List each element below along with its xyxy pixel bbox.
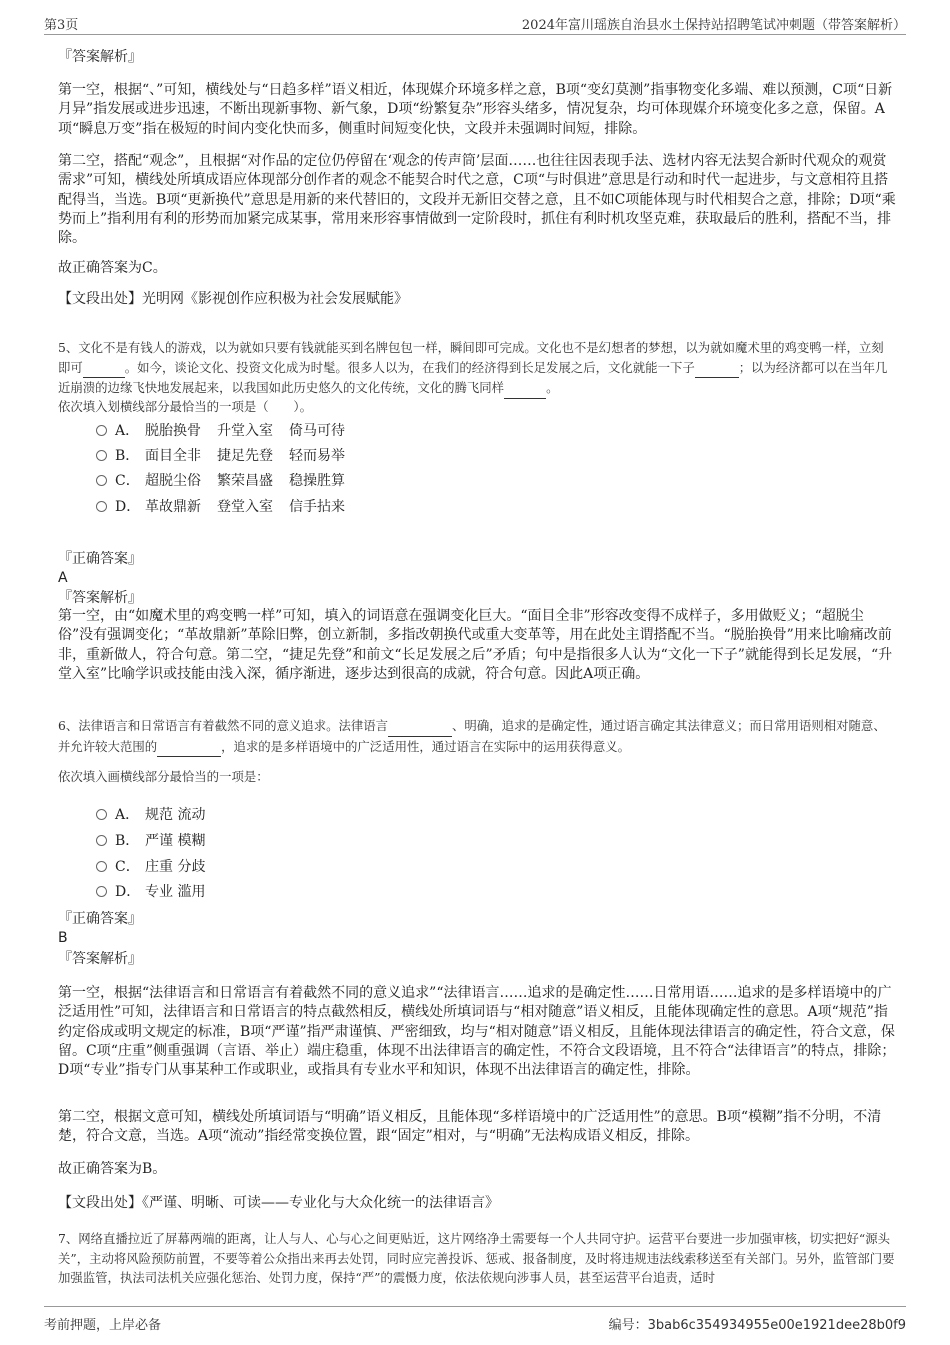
q5-option-a[interactable]: A． 脱胎换骨 升堂入室 倚马可待 (96, 421, 345, 441)
radio-icon[interactable] (96, 475, 107, 486)
q6-source-text: 《严谨、明晰、可读——专业化与大众化统一的法律语言》 (142, 1195, 499, 1211)
radio-icon[interactable] (96, 450, 107, 461)
q4-conclusion: 故正确答案为C。 (58, 260, 167, 276)
page-footer (44, 1306, 906, 1333)
q5-option-d[interactable]: D． 革故鼎新 登堂入室 信手拈来 (96, 497, 345, 517)
radio-icon[interactable] (96, 861, 107, 872)
q6-analysis-para1: 第一空，根据“法律语言和日常语言有着截然不同的意义追求”“法律语言……追求的是确定性……日常用语……追求的是多样语境中的广泛适用性”可知，法律语言和日常语言的特点截然相反，横线处所填词语与“相对随意”语义相反，且能体现确定性的意思。A项“规范”指约定俗成或明文规定的标准，B项“严谨”指严肃谨慎、严密细致，均与“相对随意”语义相反，且能体现法律语言的确定性，符合文意，保留。C项“庄重”侧重强调（言语、举止）端庄稳重，体现不出法律语言的确定性，不符合文段语境，且不符合“法律语言”的特点，排除；D项“专业”指专门从事某种工作或职业，或指具有专业水平和知识，体现不出法律语言的确定性，排除。 (58, 985, 896, 1079)
q5-option-c[interactable]: C． 超脱尘俗 繁荣昌盛 稳操胜算 (96, 471, 345, 491)
header-rule (44, 34, 906, 35)
q6-option-d[interactable]: D． 专业 滥用 (96, 882, 205, 902)
q4-source-text: 光明网《影视创作应积极为社会发展赋能》 (142, 291, 408, 307)
q6-analysis-para2: 第二空，根据文意可知，横线处所填词语与“明确”语义相反，且能体现“多样语境中的广泛适用性”的意思。B项“模糊”指不分明，不清楚，符合文意，当选。A项“流动”指经常变换位置，跟“固定”相对，与“明确”无法构成语义相反，排除。 (58, 1109, 882, 1145)
radio-icon[interactable] (96, 835, 107, 846)
q4-source (58, 290, 896, 309)
q5-analysis-label: 『答案解析』 (58, 590, 142, 606)
q5-option-b[interactable]: B． 面目全非 捷足先登 轻而易举 (96, 446, 345, 466)
q6-option-b[interactable]: B． 严谨 模糊 (96, 831, 205, 851)
q6-option-a[interactable]: A． 规范 流动 (96, 805, 205, 825)
q4-source-label: 【文段出处】 (58, 291, 142, 307)
q5-analysis: 第一空，由“如魔术里的鸡变鸭一样”可知，填入的词语意在强调变化巨大。“面目全非”形容改变得不成样子，多用做贬义；“超脱尘俗”没有强调变化；“革故鼎新”革除旧弊，创立新制，多指改朝换代或重大变革等，用在此处主谓搭配不当。“脱胎换骨”用来比喻痛改前非，重新做人，符合句意。第二空，“捷足先登”和前文“长足发展之后”矛盾；句中是指很多人认为“文化一下子”就能得到长足发展，“升堂入室”比喻学识或技能由浅入深，循序渐进，逐步达到很高的成就，符合句意。因此A项正确。 (58, 608, 893, 682)
radio-icon[interactable] (96, 886, 107, 897)
q4-analysis-para1: 第一空，根据“、”可知，横线处与“日趋多样”语义相近，体现媒介环境多样之意，B项“变幻莫测”指事物变化多端、难以预测，C项“日新月异”指发展或进步迅速，不断出现新事物、新气象，D项“纷繁复杂”形容头绪多，情况复杂，均可体现媒介环境变化多之意，保留。A项“瞬息万变”指在极短的时间内变化快而多，侧重时间短变化快，文段并未强调时间短，排除。 (58, 82, 893, 137)
q6-conclusion: 故正确答案为B。 (58, 1161, 167, 1177)
page-number: 第3页 (44, 18, 79, 33)
q7-question-text: 7、网络直播拉近了屏幕两端的距离，让人与人、心与心之间更贴近，这片网络净土需要每一个人共同守护。运营平台要进一步加强审核，切实把好“源头关”，主动将风险预防前置，不要等着公众指出来再去处罚，同时应完善投诉、惩戒、报备制度，及时将违规违法线索移送至有关部门。另外，监管部门要加强监管，执法司法机关应强化惩治、处罚力度，保持“严”的震慑力度，依法依规向涉事人员，甚至运营平台追责，适时 (58, 1231, 895, 1286)
document-code: 编号：3bab6c354934955e00e1921dee28b0f9 (608, 1318, 906, 1333)
footer-slogan: 考前押题，上岸必备 (44, 1318, 162, 1333)
q5-correct-label: 『正确答案』 (58, 551, 142, 567)
q6-answer: B (58, 930, 68, 946)
radio-icon[interactable] (96, 809, 107, 820)
q6-blank-1 (388, 716, 452, 737)
q6-prompt: 依次填入画横线部分最恰当的一项是： (58, 769, 269, 784)
radio-icon[interactable] (96, 425, 107, 436)
radio-icon[interactable] (96, 501, 107, 512)
q6-correct-label: 『正确答案』 (58, 911, 142, 927)
q5-blank-1 (83, 358, 125, 379)
q6-question-text: 6、法律语言和日常语言有着截然不同的意义追求。法律语言 、明确，追求的是确定性，通过语言确定其法律意义；而日常用语则相对随意、并允许较大范围的 ，追求的是多样语境中的广泛适用性，通过语言在实际中的运用获得意义。 (58, 716, 896, 757)
q5-answer: A (58, 570, 68, 586)
q4-analysis-para2: 第二空，搭配“观念”，且根据“对作品的定位仍停留在‘观念的传声筒’层面……也往往因表现手法、选材内容无法契合新时代观众的观赏需求”可知，横线处所填成语应体现部分创作者的观念不能契合时代之意，C项“与时俱进”意思是行动和时代一起进步，与文意相符且搭配得当，当选。B项“更新换代”意思是用新的来代替旧的，文段并无新旧交替之意，且不如C项能体现与时代相契合之意，排除；D项“乘势而上”指利用有利的形势而加紧完成某事，常用来形容事情做到一定阶段时，抓住有利时机攻坚克难，获取最后的胜利，搭配不当，排除。 (58, 153, 896, 247)
q5-blank-2 (695, 358, 739, 379)
q4-analysis-label: 『答案解析』 (58, 49, 142, 65)
q6-analysis-label: 『答案解析』 (58, 951, 142, 967)
q6-blank-2 (157, 737, 221, 758)
document-title: 2024年富川瑶族自治县水土保持站招聘笔试冲刺题（带答案解析） (521, 18, 906, 33)
q6-source-label: 【文段出处】 (58, 1195, 142, 1211)
footer-rule (44, 1306, 906, 1307)
q5-blank-3 (504, 378, 546, 399)
page-header (44, 10, 906, 32)
q5-question-text: 5、文化不是有钱人的游戏，以为就如只要有钱就能买到名牌包包一样，瞬间即可完成。文化也不是幻想者的梦想，以为就如魔术里的鸡变鸭一样，立刻即可 。如今，谈论文化、投资文化成为时髦。很多人以为，在我们的经济得到长足发展之后，文化就能一下子 ；以为经济都可以在当年几近崩溃的边缘飞快地发展起来，以我国如此历史悠久的文化传统，文化的腾飞同样 。 (58, 338, 896, 399)
q6-source (58, 1194, 896, 1213)
q6-option-c[interactable]: C． 庄重 分歧 (96, 857, 205, 877)
q5-prompt: 依次填入划横线部分最恰当的一项是（ ）。 (58, 399, 313, 414)
